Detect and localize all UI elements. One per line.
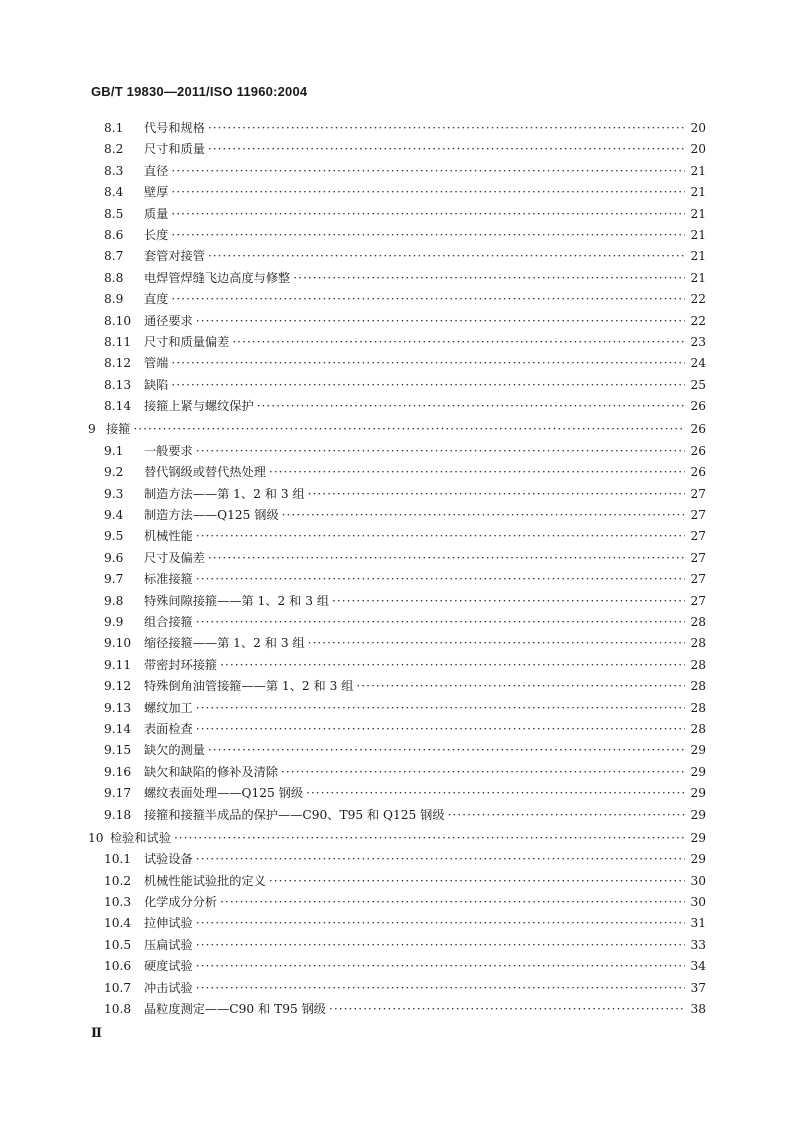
toc-dot-leader [196,311,685,332]
toc-dot-leader [196,698,685,719]
toc-dot-leader [174,828,685,849]
toc-entry-page: 20 [690,121,706,135]
toc-dot-leader [196,569,685,590]
toc-entry[interactable] [88,569,706,590]
toc-entry-number: 8.1 [104,121,124,135]
toc-entry[interactable] [88,311,706,332]
toc-dot-leader [308,633,685,654]
toc-entry-page: 21 [690,185,706,200]
toc-entry[interactable] [88,396,706,417]
toc-entry-page: 26 [690,422,706,437]
toc-entry-page: 27 [690,593,706,608]
toc-entry-page: 24 [690,356,706,371]
toc-entry-page: 26 [690,465,706,480]
toc-entry-page: 29 [690,830,706,845]
toc-entry[interactable] [88,719,706,740]
toc-entry[interactable] [88,505,706,526]
toc-entry-page: 29 [690,743,706,758]
toc-entry-number: 9.16 [104,764,132,779]
toc-entry-page: 30 [690,895,706,910]
toc-entry-title: 长度 [144,227,169,242]
toc-dot-leader [196,935,685,956]
toc-entry[interactable] [88,419,706,440]
toc-entry-title: 标准接箍 [144,572,193,587]
toc-entry-number: 9.6 [104,550,124,565]
toc-entry[interactable] [88,740,706,761]
toc-entry-title: 质量 [144,206,169,221]
toc-entry-page: 33 [690,937,706,952]
toc-entry-number: 9.17 [104,786,132,801]
toc-entry-page: 28 [690,657,706,672]
toc-entry-page: 27 [690,486,706,501]
toc-entry-number: 8.8 [104,270,124,285]
toc-entry-page: 29 [690,764,706,779]
toc-entry[interactable] [88,118,706,139]
toc-entry-number: 8.3 [104,163,124,178]
toc-entry-title: 缺欠的测量 [144,743,205,758]
toc-entry-page: 27 [690,529,706,544]
toc-entry-title: 一般要求 [144,443,193,458]
toc-entry-number: 8.6 [104,227,124,242]
toc-entry-number: 8.12 [104,356,132,371]
toc-dot-leader [171,375,685,396]
toc-dot-leader [171,353,685,374]
toc-entry[interactable] [88,246,706,267]
toc-entry[interactable] [88,783,706,804]
toc-entry-page: 21 [690,227,706,242]
toc-entry-title: 壁厚 [144,185,169,200]
toc-entry-title: 拉伸试验 [144,916,193,931]
toc-entry-number: 8.5 [104,206,124,221]
toc-entry[interactable] [88,999,706,1020]
toc-entry-number: 10.2 [104,873,132,888]
toc-entry-title: 组合接箍 [144,614,193,629]
toc-entry-title: 尺寸和质量 [144,142,205,157]
toc-entry-number: 9.18 [104,807,132,822]
toc-dot-leader [306,783,685,804]
toc-entry[interactable] [88,289,706,310]
toc-entry-title: 缺陷 [144,377,169,392]
toc-dot-leader [232,332,685,353]
toc-entry-number: 8.14 [104,399,132,414]
toc-entry-title: 制造方法——第 1、2 和 3 组 [144,486,305,501]
toc-entry-number: 9.13 [104,700,132,715]
toc-dot-leader [208,740,685,761]
toc-entry-title: 制造方法——Q125 钢级 [144,508,279,523]
toc-entry-number: 8.4 [104,185,124,200]
toc-entry-title: 接箍上紧与螺纹保护 [144,399,254,414]
toc-entry-title: 接箍 [106,422,131,437]
toc-entry[interactable] [88,935,706,956]
toc-entry-title: 尺寸及偏差 [144,550,205,565]
toc-entry-number: 10.3 [104,895,132,910]
table-of-contents [88,118,706,1020]
toc-entry-page: 27 [690,508,706,523]
toc-dot-leader [196,849,685,870]
toc-entry-title: 晶粒度测定——C90 和 T95 钢级 [144,1002,326,1017]
page-number: Ⅱ [91,1026,102,1041]
toc-dot-leader [196,956,685,977]
toc-entry-page: 29 [690,852,706,867]
toc-entry-number: 9.9 [104,614,124,629]
toc-dot-leader [448,805,685,826]
toc-dot-leader [329,999,685,1020]
toc-entry-title: 缩径接箍——第 1、2 和 3 组 [144,636,305,651]
toc-entry-page: 37 [690,980,706,995]
toc-entry[interactable] [88,871,706,892]
toc-dot-leader [171,225,685,246]
toc-entry-page: 28 [690,721,706,736]
toc-entry-page: 34 [690,959,706,974]
toc-entry-number: 9.5 [104,529,124,544]
toc-dot-leader [196,526,685,547]
toc-entry-title: 螺纹加工 [144,700,193,715]
toc-dot-leader [208,246,685,267]
toc-entry-page: 20 [690,142,706,157]
toc-dot-leader [282,505,685,526]
toc-entry-title: 代号和规格 [144,121,205,135]
toc-entry[interactable] [88,225,706,246]
toc-entry[interactable] [88,161,706,182]
toc-entry[interactable] [88,591,706,612]
toc-entry[interactable] [88,139,706,160]
toc-entry-title: 特殊间隙接箍——第 1、2 和 3 组 [144,593,330,608]
toc-entry-page: 28 [690,636,706,651]
toc-dot-leader [171,161,685,182]
toc-entry-title: 特殊倒角油管接箍——第 1、2 和 3 组 [144,679,354,694]
toc-dot-leader [220,892,685,913]
toc-entry-title: 管端 [144,356,169,371]
toc-entry-number: 8.10 [104,313,132,328]
toc-entry[interactable] [88,268,706,289]
toc-entry[interactable] [88,375,706,396]
toc-entry[interactable] [88,633,706,654]
toc-entry-number: 10.4 [104,916,132,931]
toc-entry[interactable] [88,332,706,353]
toc-entry-title: 缺欠和缺陷的修补及清除 [144,764,279,779]
toc-entry-number: 9.14 [104,721,132,736]
toc-entry-number: 9.2 [104,465,124,480]
toc-dot-leader [281,762,685,783]
toc-entry-title: 直径 [144,163,169,178]
toc-dot-leader [171,182,685,203]
toc-entry-page: 38 [690,1002,706,1017]
toc-entry-title: 电焊管焊缝飞边高度与修整 [144,270,291,285]
toc-entry-page: 30 [690,873,706,888]
toc-entry[interactable] [88,441,706,462]
toc-dot-leader [257,396,685,417]
toc-dot-leader [196,978,685,999]
toc-entry-title: 通径要求 [144,313,193,328]
toc-entry-title: 套管对接管 [144,249,205,264]
toc-entry[interactable] [88,353,706,374]
toc-entry-page: 28 [690,700,706,715]
toc-entry-page: 23 [690,334,706,349]
toc-entry[interactable] [88,978,706,999]
toc-entry-number: 9 [88,422,96,437]
toc-entry[interactable] [88,805,706,826]
toc-entry-number: 9.1 [104,443,124,458]
toc-entry[interactable] [88,204,706,225]
toc-entry[interactable] [88,484,706,505]
toc-dot-leader [208,548,685,569]
toc-entry-number: 10.6 [104,959,132,974]
toc-entry[interactable] [88,956,706,977]
toc-entry[interactable] [88,828,706,849]
toc-entry[interactable] [88,762,706,783]
toc-entry-number: 9.11 [104,657,132,672]
toc-entry[interactable] [88,655,706,676]
toc-entry-page: 22 [690,292,706,307]
toc-entry-page: 21 [690,206,706,221]
toc-entry-page: 25 [690,377,706,392]
toc-entry-page: 29 [690,807,706,822]
toc-entry-title: 冲击试验 [144,980,193,995]
toc-entry-title: 压扁试验 [144,937,193,952]
toc-entry[interactable] [88,462,706,483]
toc-entry-page: 21 [690,270,706,285]
toc-dot-leader [208,118,685,139]
toc-entry-number: 10.5 [104,937,132,952]
toc-entry-title: 表面检查 [144,721,193,736]
toc-entry-title: 机械性能 [144,529,193,544]
toc-dot-leader [196,612,685,633]
toc-dot-leader [171,289,685,310]
toc-dot-leader [269,871,685,892]
toc-entry-title: 替代钢级或替代热处理 [144,465,266,480]
toc-entry-page: 31 [690,916,706,931]
toc-entry-number: 9.10 [104,636,132,651]
toc-entry-title: 化学成分分析 [144,895,218,910]
toc-entry-title: 检验和试验 [110,830,171,845]
toc-entry-number: 8.7 [104,249,124,264]
toc-entry-number: 9.15 [104,743,132,758]
toc-entry[interactable] [88,548,706,569]
toc-entry-title: 尺寸和质量偏差 [144,334,230,349]
toc-entry-page: 28 [690,614,706,629]
toc-entry-page: 26 [690,399,706,414]
toc-entry[interactable] [88,849,706,870]
toc-entry-number: 10.8 [104,1002,132,1017]
toc-dot-leader [308,484,685,505]
toc-entry-number: 9.4 [104,508,124,523]
toc-entry[interactable] [88,913,706,934]
toc-entry-number: 8.2 [104,142,124,157]
toc-dot-leader [293,268,685,289]
document-header: GB/T 19830—2011/ISO 11960:2004 [91,84,308,99]
toc-entry-number: 9.7 [104,572,124,587]
toc-entry-page: 26 [690,443,706,458]
toc-entry[interactable] [88,526,706,547]
toc-entry[interactable] [88,612,706,633]
toc-entry-page: 27 [690,572,706,587]
toc-entry-title: 直度 [144,292,169,307]
toc-dot-leader [332,591,685,612]
toc-entry-number: 8.11 [104,334,132,349]
toc-entry-page: 21 [690,163,706,178]
toc-entry-page: 21 [690,249,706,264]
toc-dot-leader [171,204,685,225]
toc-entry-page: 22 [690,313,706,328]
toc-entry-number: 10 [88,830,104,845]
toc-entry-page: 29 [690,786,706,801]
toc-dot-leader [220,655,685,676]
toc-entry-title: 机械性能试验批的定义 [144,873,266,888]
toc-dot-leader [196,719,685,740]
toc-entry-title: 螺纹表面处理——Q125 钢级 [144,786,304,801]
toc-dot-leader [269,462,685,483]
toc-entry-number: 10.1 [104,852,132,867]
toc-entry[interactable] [88,698,706,719]
toc-entry-title: 带密封环接箍 [144,657,218,672]
toc-entry-number: 8.13 [104,377,132,392]
toc-dot-leader [196,441,685,462]
toc-entry[interactable] [88,676,706,697]
toc-entry[interactable] [88,182,706,203]
toc-dot-leader [196,913,685,934]
toc-entry-page: 28 [690,679,706,694]
toc-dot-leader [133,419,685,440]
toc-entry-number: 10.7 [104,980,132,995]
toc-entry-title: 接箍和接箍半成品的保护——C90、T95 和 Q125 钢级 [144,807,445,822]
toc-entry-number: 8.9 [104,292,124,307]
toc-entry-title: 试验设备 [144,852,193,867]
toc-entry-number: 9.12 [104,679,132,694]
toc-dot-leader [356,676,685,697]
toc-entry-number: 9.3 [104,486,124,501]
toc-entry-title: 硬度试验 [144,959,193,974]
toc-entry-page: 27 [690,550,706,565]
toc-entry[interactable] [88,892,706,913]
toc-dot-leader [208,139,685,160]
toc-entry-number: 9.8 [104,593,124,608]
